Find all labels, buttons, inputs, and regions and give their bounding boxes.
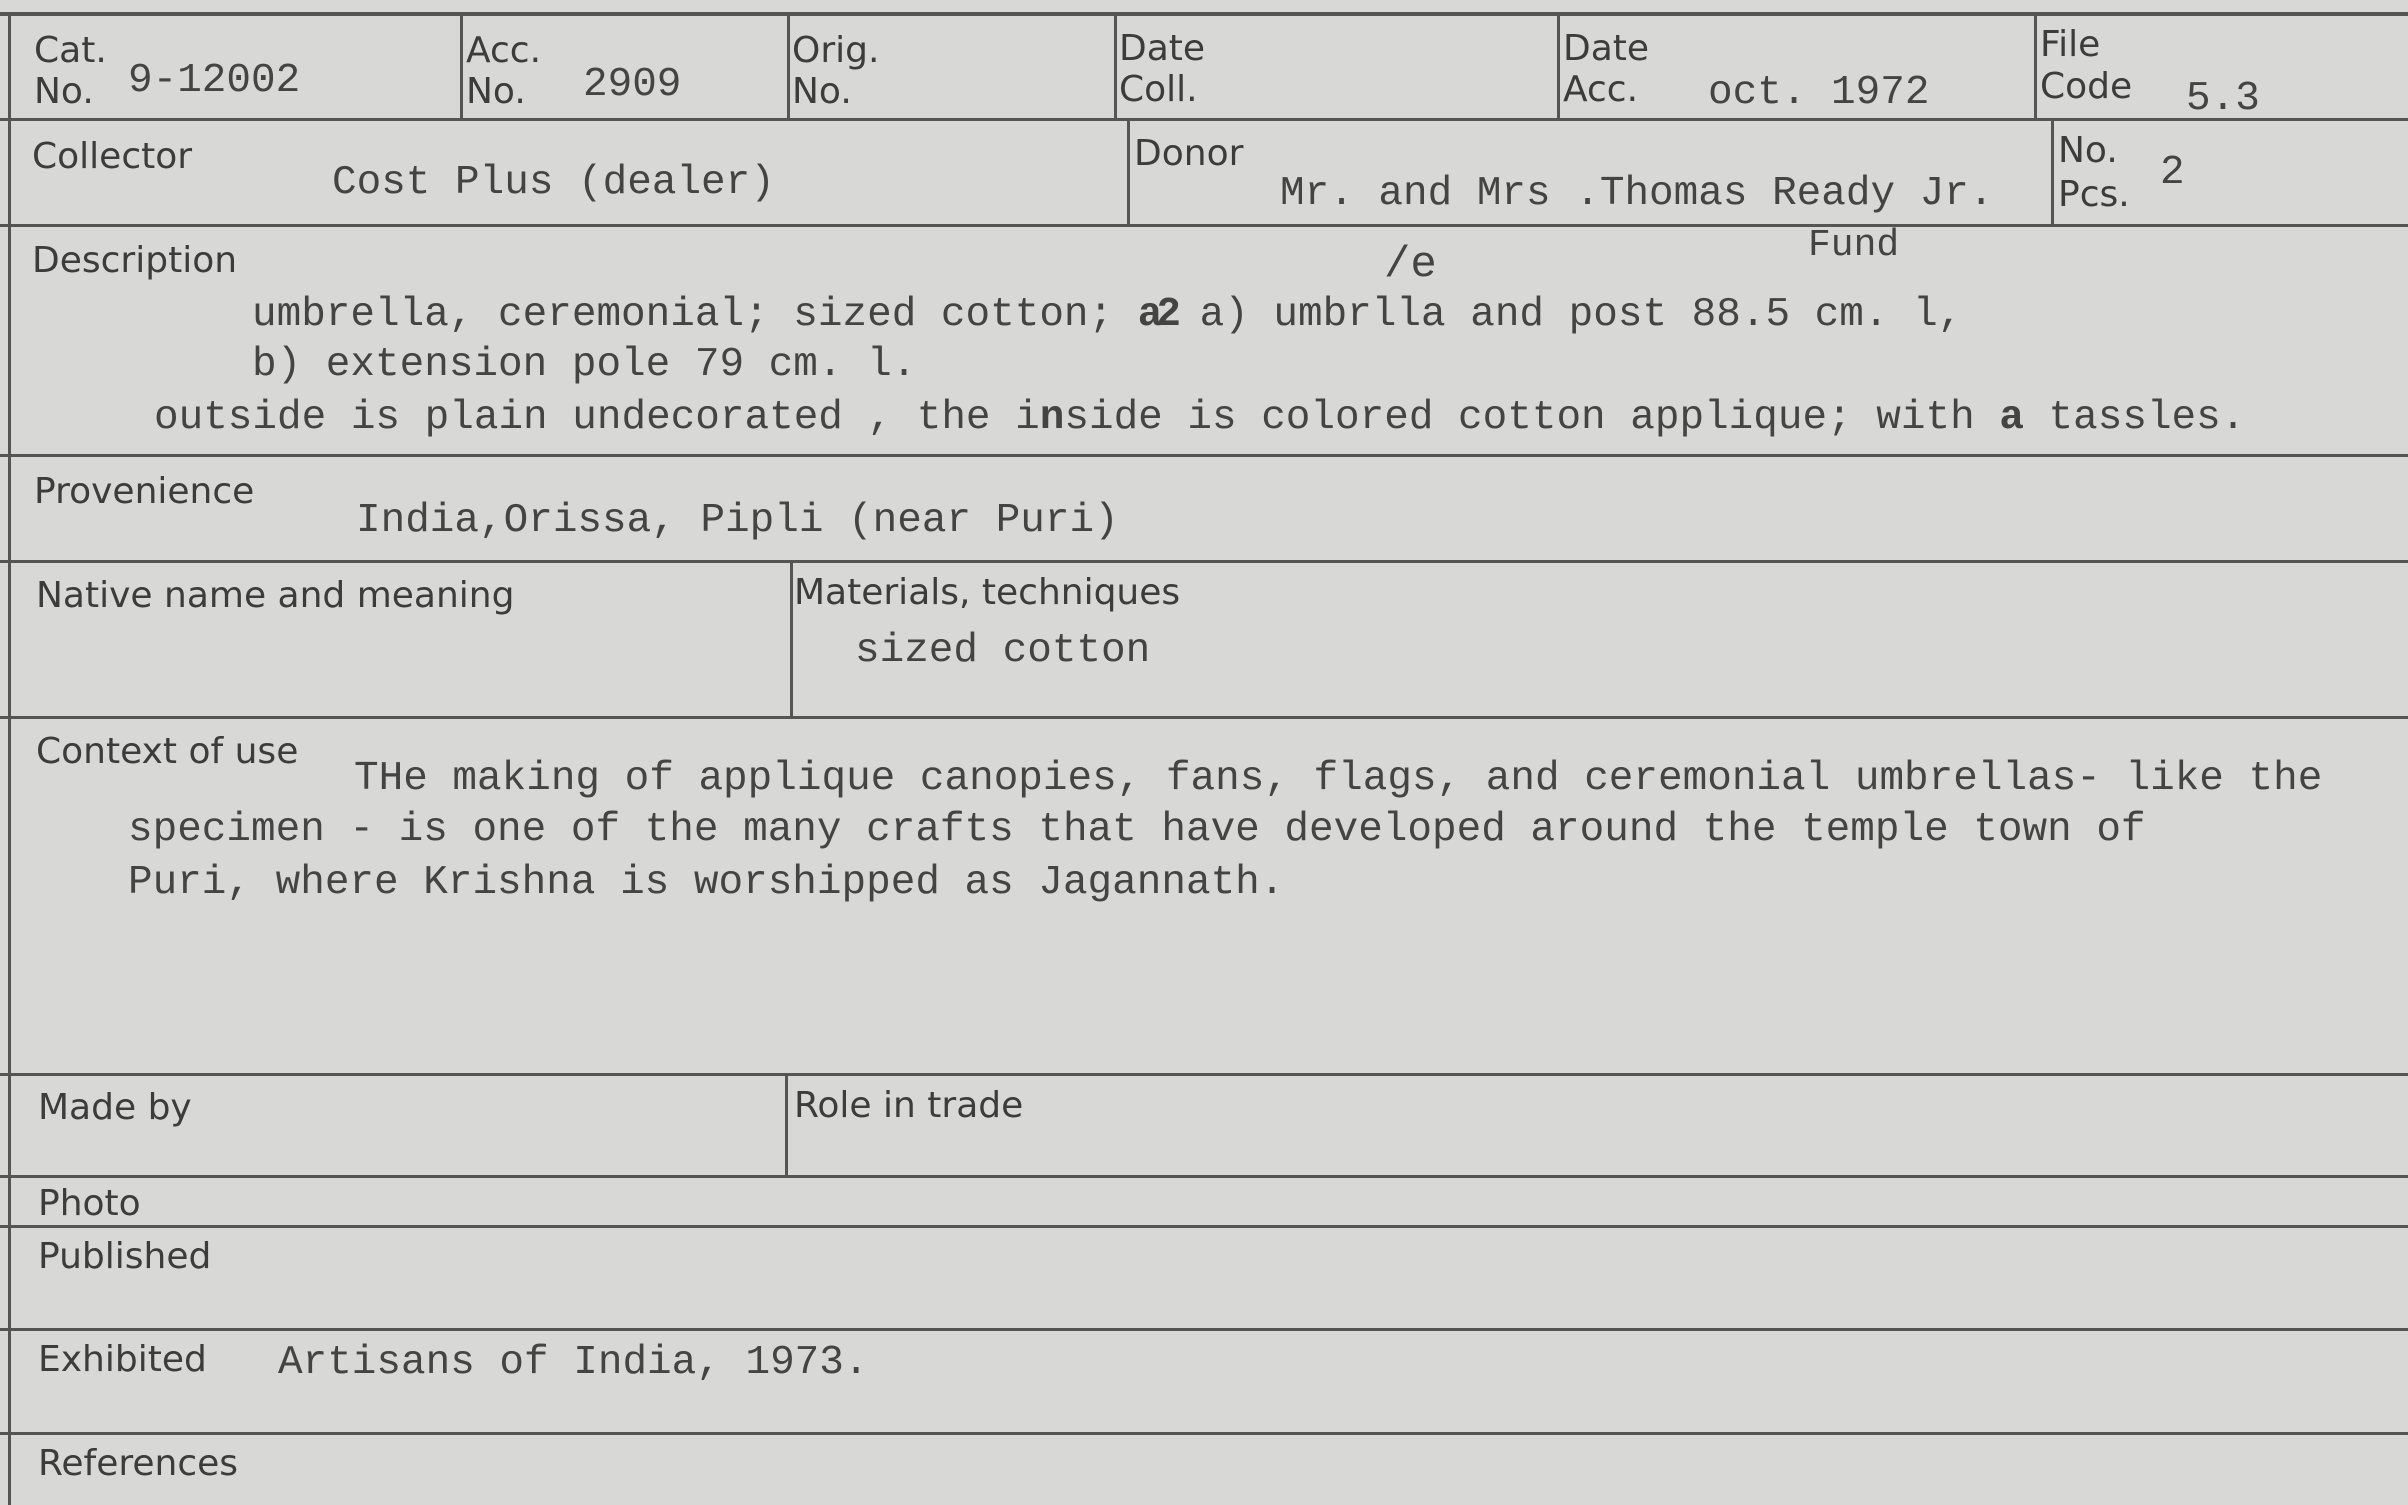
date-acc-value: oct. 1972 (1708, 70, 1930, 116)
made-by-label: Made by (38, 1087, 192, 1128)
context-line: specimen - is one of the many crafts that have developed around the temple town of (128, 807, 2146, 853)
orig-label: No. (792, 71, 852, 112)
photo-label: Photo (38, 1183, 141, 1224)
rule (0, 1328, 2408, 1331)
cat-number: 9-12002 (128, 58, 301, 104)
acc-label: Acc. (466, 30, 542, 71)
date-acc-label: Acc. (1563, 69, 1639, 110)
donor-label: Donor (1134, 133, 1244, 174)
file-code-label: Code (2040, 66, 2133, 107)
rule (790, 560, 793, 717)
description-text: umbrella, ceremonial; sized cotton; (252, 292, 1138, 338)
rule (0, 1225, 2408, 1228)
role-in-trade-label: Role in trade (794, 1085, 1024, 1126)
rule (8, 12, 11, 1505)
date-coll-label: Coll. (1119, 69, 1198, 110)
context-line: Puri, where Krishna is worshipped as Jagannath. (128, 860, 1285, 906)
rule (0, 716, 2408, 719)
donor-value: Mr. and Mrs .Thomas Ready Jr. (1280, 171, 1994, 217)
donor-fund: Fund (1808, 224, 1900, 267)
file-code-label: File (2040, 24, 2101, 65)
context-line: THe making of applique canopies, fans, flags, and ceremonial umbrellas- like the (354, 756, 2323, 802)
rule (1114, 12, 1117, 119)
collector-label: Collector (32, 136, 193, 177)
struck-text: n (1039, 395, 1065, 441)
date-acc-label: Date (1563, 28, 1650, 69)
rule (2034, 12, 2037, 119)
collector-value: Cost Plus (dealer) (332, 160, 775, 206)
description-text: tassles. (2023, 395, 2246, 441)
exhibited-value: Artisans of India, 1973. (278, 1340, 869, 1386)
pieces-label: Pcs. (2058, 174, 2130, 215)
published-label: Published (38, 1236, 212, 1277)
description-label: Description (32, 240, 238, 281)
acc-number: 2909 (583, 62, 682, 108)
date-coll-label: Date (1119, 28, 1206, 69)
rule (787, 12, 790, 119)
rule (0, 1175, 2408, 1178)
description-text: outside is plain undecorated , the i (154, 395, 1040, 441)
rule (0, 118, 2408, 121)
description-text: a) umbrlla and post 88.5 cm. l, (1174, 292, 1963, 338)
rule (0, 454, 2408, 457)
rule (0, 12, 2408, 16)
provenience-value: India,Orissa, Pipli (near Puri) (356, 498, 1119, 544)
file-code-value: 5.3 (2186, 76, 2260, 122)
description-line: b) extension pole 79 cm. l. (252, 342, 917, 388)
struck-text: a2 (1137, 292, 1175, 338)
description-mark: /e (1384, 240, 1437, 290)
rule (0, 1073, 2408, 1076)
rule (0, 224, 2408, 227)
description-line (154, 393, 2245, 443)
exhibited-label: Exhibited (38, 1339, 207, 1380)
description-text: side is colored cotton applique; with (1064, 395, 2000, 441)
provenience-label: Provenience (34, 471, 255, 512)
materials-value: sized cotton (855, 628, 1151, 674)
rule (785, 1073, 788, 1176)
pieces-value: 2 (2160, 150, 2185, 196)
rule (2051, 118, 2054, 225)
rule (0, 560, 2408, 563)
context-label: Context of use (36, 731, 299, 772)
materials-label: Materials, techniques (794, 572, 1181, 613)
description-line (252, 290, 1962, 340)
cat-label: Cat. (34, 30, 107, 71)
cat-label: No. (34, 71, 94, 112)
rule (1557, 12, 1560, 119)
references-label: References (38, 1443, 239, 1484)
pieces-label: No. (2058, 130, 2118, 171)
orig-label: Orig. (792, 30, 880, 71)
rule (460, 12, 463, 119)
rule (1127, 118, 1130, 225)
struck-text: a (1999, 395, 2024, 441)
native-name-label: Native name and meaning (36, 575, 515, 616)
acc-label: No. (466, 71, 526, 112)
rule (0, 1432, 2408, 1435)
